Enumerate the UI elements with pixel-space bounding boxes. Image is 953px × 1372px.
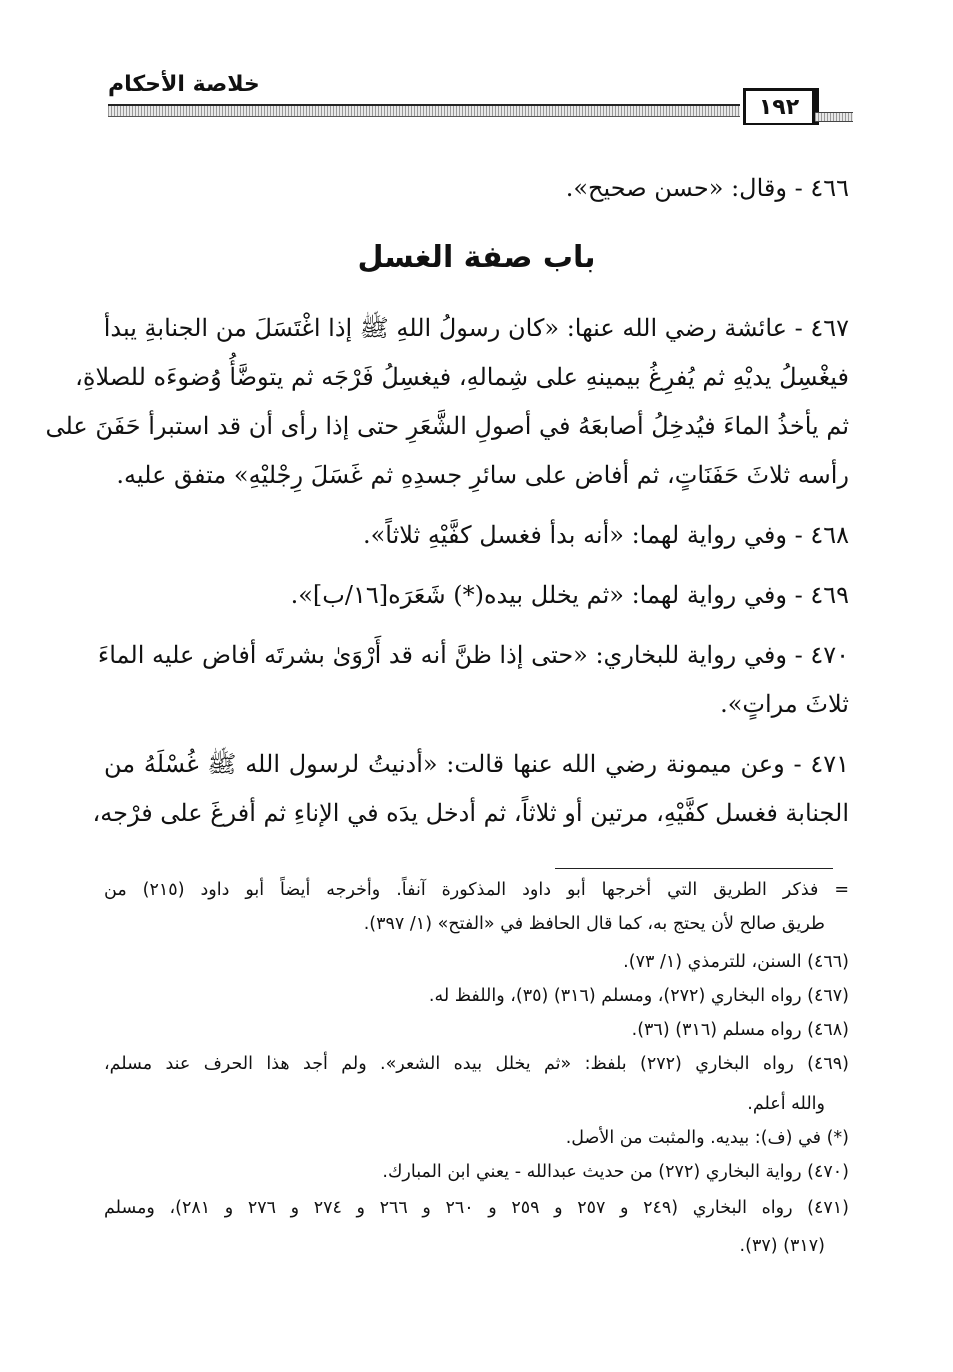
- header-rule-end: [815, 112, 853, 122]
- header-rule: [108, 104, 740, 117]
- hadith-470-line-2: ثلاثَ مراتٍ».: [720, 690, 849, 718]
- footnote-469-line-1: (٤٦٩) رواه البخاري (٢٧٢) بلفظ: «ثم يخلل بيده الشعر». ولم أجد هذا الحرف عند مسلم،: [104, 1054, 849, 1074]
- footnote-471-line-1: (٤٧١) رواه البخاري (٢٤٩ و ٢٥٧ و ٢٥٩ و ٢٦٠ و ٢٦٦ و ٢٧٤ و ٢٧٦ و ٢٨١)، ومسلم: [104, 1198, 849, 1218]
- chapter-title: باب صفة الغسل: [357, 240, 596, 275]
- hadith-467-line-3: ثم يأخذُ الماءَ فيُدخِلُ أصابعَهُ في أصولِ الشَّعَرِ حتى إذا رأى أن قد استبرأ حَفَنَ على: [45, 412, 849, 440]
- footnote-470: (٤٧٠) رواية البخاري (٢٧٢) من حديث عبدالله - يعني ابن المبارك.: [382, 1162, 849, 1182]
- running-header-title: خلاصة الأحكام: [108, 72, 260, 97]
- footnote-468: (٤٦٨) رواه مسلم (٣١٦) (٣٦).: [631, 1020, 849, 1040]
- hadith-471-line-2: الجنابة فغسل كفَّيْهِ، مرتين أو ثلاثاً، ثم أدخل يدَه في الإناءِ ثم أفرغَ على فرْجه،: [92, 799, 849, 827]
- hadith-470-line-1: ٤٧٠ - وفي رواية للبخاري: «حتى إذا ظنَّ أنه قد أَرْوَىٰ بشرتَه أفاض عليه الماءَ: [97, 641, 849, 669]
- footnote-467: (٤٦٧) رواه البخاري (٢٧٢)، ومسلم (٣١٦) (٣٥)، واللفظ له.: [428, 986, 849, 1006]
- footnote-continuation-line-2: طريق صالح لأن يحتج به، كما قال الحافظ في «الفتح» (١/ ٣٩٧).: [363, 914, 825, 934]
- hadith-467-line-1: ٤٦٧ - عائشة رضي الله عنها: «كان رسولُ اللهِ ﷺ إذا اغْتَسَلَ من الجنابةِ يبدأ: [103, 314, 849, 342]
- page-number: ١٩٢: [743, 88, 819, 125]
- hadith-467-line-2: فيغْسِلُ يديْهِ ثم يُفرِغُ بيمينهِ على شِمالهِ، فيغسِلُ فَرْجَه ثم يتوضَّأُ وُضوءَه للصلاةِ،: [75, 363, 849, 391]
- hadith-466: ٤٦٦ - وقال: «حسن صحيح».: [565, 174, 849, 202]
- footnote-469-line-2: والله أعلم.: [747, 1094, 825, 1114]
- footnote-471-line-2: (٣١٧) (٣٧).: [739, 1236, 825, 1256]
- footnote-star: (*) في (ف): بيديه. والمثبت من الأصل.: [565, 1128, 849, 1148]
- footnote-continuation-line-1: = فذكر الطريق التي أخرجها أبو داود المذكورة آنفاً. وأخرجه أيضاً أبو داود (٢١٥) من: [104, 880, 849, 900]
- footnote-466: (٤٦٦) السنن، للترمذي (١/ ٧٣).: [623, 952, 849, 972]
- hadith-471-line-1: ٤٧١ - وعن ميمونة رضي الله عنها قالت: «أدنيتُ لرسول الله ﷺ غُسْلَهُ من: [104, 750, 850, 778]
- footnote-separator: [555, 868, 833, 869]
- hadith-467-line-4: رأسه ثلاثَ حَفَنَاتٍ، ثم أفاض على سائرِ جسدِهِ ثم غَسَلَ رِجْليْهِ» متفق عليه.: [116, 461, 849, 489]
- hadith-469: ٤٦٩ - وفي رواية لهما: «ثم يخلل بيده(*) شَعَرَه[١٦/ب]».: [290, 581, 849, 609]
- hadith-468: ٤٦٨ - وفي رواية لهما: «أنه بدأ فغسل كفَّيْهِ ثلاثاً».: [362, 521, 849, 549]
